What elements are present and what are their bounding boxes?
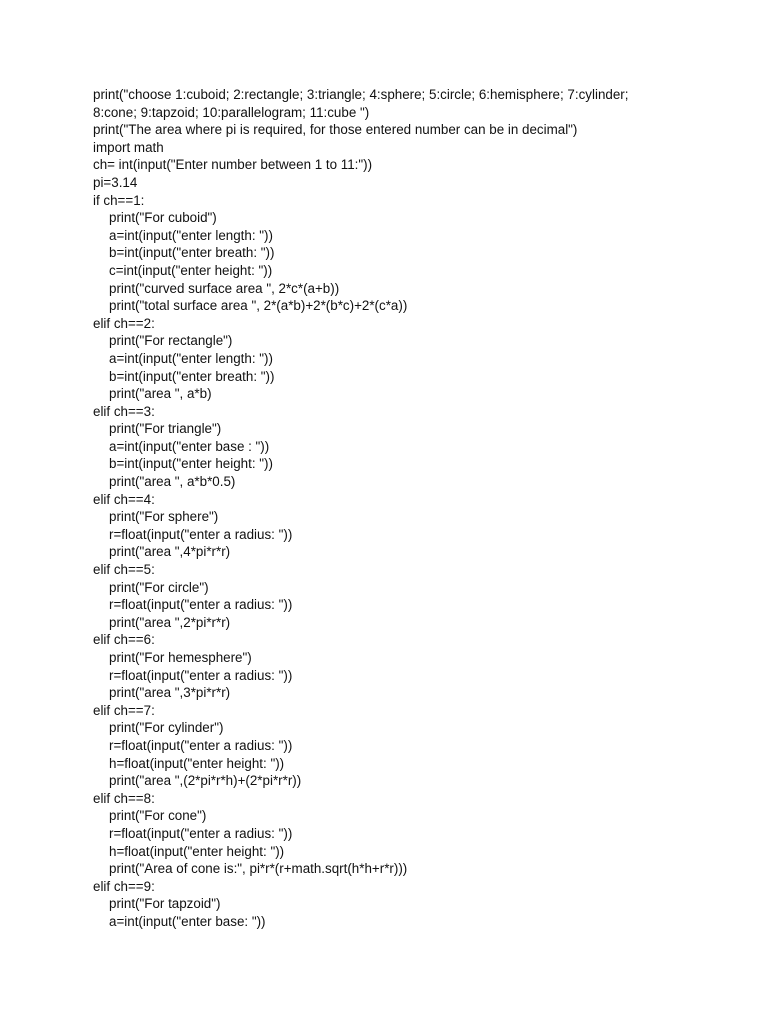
code-line: a=int(input("enter base: ")) bbox=[109, 913, 266, 929]
code-line: elif ch==6: bbox=[93, 632, 155, 648]
code-line: print("For cuboid") bbox=[109, 210, 217, 226]
code-line: print("For hemesphere") bbox=[109, 650, 252, 665]
code-line: b=int(input("enter breath: ")) bbox=[109, 368, 275, 384]
code-line: r=float(input("enter a radius: ")) bbox=[109, 667, 293, 683]
code-line: elif ch==4: bbox=[93, 491, 155, 507]
code-line: r=float(input("enter a radius: ")) bbox=[109, 526, 293, 542]
code-line: b=int(input("enter breath: ")) bbox=[109, 245, 275, 261]
code-line: h=float(input("enter height: ")) bbox=[109, 843, 285, 859]
code-line: print("For cylinder") bbox=[109, 720, 224, 736]
code-line: elif ch==2: bbox=[93, 315, 155, 331]
code-line: r=float(input("enter a radius: ")) bbox=[109, 597, 293, 613]
code-line: if ch==1: bbox=[93, 192, 145, 208]
code-line: print("For tapzoid") bbox=[109, 896, 221, 912]
code-line: c=int(input("enter height: ")) bbox=[109, 262, 273, 278]
code-line: ch= int(input("Enter number between 1 to 11:")) bbox=[93, 157, 373, 173]
code-line: print("For rectangle") bbox=[109, 333, 233, 349]
code-line: a=int(input("enter base : ")) bbox=[109, 438, 270, 454]
code-line: a=int(input("enter length: ")) bbox=[109, 227, 273, 243]
code-line: h=float(input("enter height: ")) bbox=[109, 755, 285, 771]
code-line: a=int(input("enter length: ")) bbox=[109, 350, 273, 366]
code-line: print("curved surface area ", 2*c*(a+b)) bbox=[109, 280, 340, 296]
code-listing bbox=[93, 86, 733, 931]
code-line: print("Area of cone is:", pi*r*(r+math.sqrt(h*h+r*r))) bbox=[109, 861, 408, 877]
code-line: print("area ",2*pi*r*r) bbox=[109, 614, 231, 630]
code-line: elif ch==9: bbox=[93, 878, 155, 894]
code-line: elif ch==7: bbox=[93, 702, 155, 718]
code-line: elif ch==3: bbox=[93, 403, 155, 419]
code-line: r=float(input("enter a radius: ")) bbox=[109, 825, 293, 841]
code-line: print("area ", a*b) bbox=[109, 386, 212, 402]
code-line: 8:cone; 9:tapzoid; 10:parallelogram; 11:cube ") bbox=[93, 104, 370, 120]
code-line: print("The area where pi is required, for those entered number can be in decimal") bbox=[93, 122, 578, 138]
code-line: print("For cone") bbox=[109, 808, 207, 824]
code-line: elif ch==5: bbox=[93, 562, 155, 578]
code-line: print("For circle") bbox=[109, 579, 209, 595]
code-line: pi=3.14 bbox=[93, 174, 138, 190]
code-line: print("area ",4*pi*r*r) bbox=[109, 544, 231, 560]
code-line: print("For triangle") bbox=[109, 421, 222, 437]
code-line: b=int(input("enter height: ")) bbox=[109, 456, 273, 472]
code-line: print("area ",3*pi*r*r) bbox=[109, 685, 231, 701]
code-line: print("area ", a*b*0.5) bbox=[109, 474, 236, 490]
code-line: print("total surface area ", 2*(a*b)+2*(b*c)+2*(c*a)) bbox=[109, 298, 408, 314]
code-line: print("For sphere") bbox=[109, 509, 219, 525]
code-line: elif ch==8: bbox=[93, 790, 155, 806]
code-line: print("choose 1:cuboid; 2:rectangle; 3:triangle; 4:sphere; 5:circle; 6:hemisphere; 7:cylinder; bbox=[93, 87, 629, 102]
code-line: print("area ",(2*pi*r*h)+(2*pi*r*r)) bbox=[109, 773, 302, 789]
code-line: r=float(input("enter a radius: ")) bbox=[109, 737, 293, 753]
code-line: import math bbox=[93, 139, 164, 155]
